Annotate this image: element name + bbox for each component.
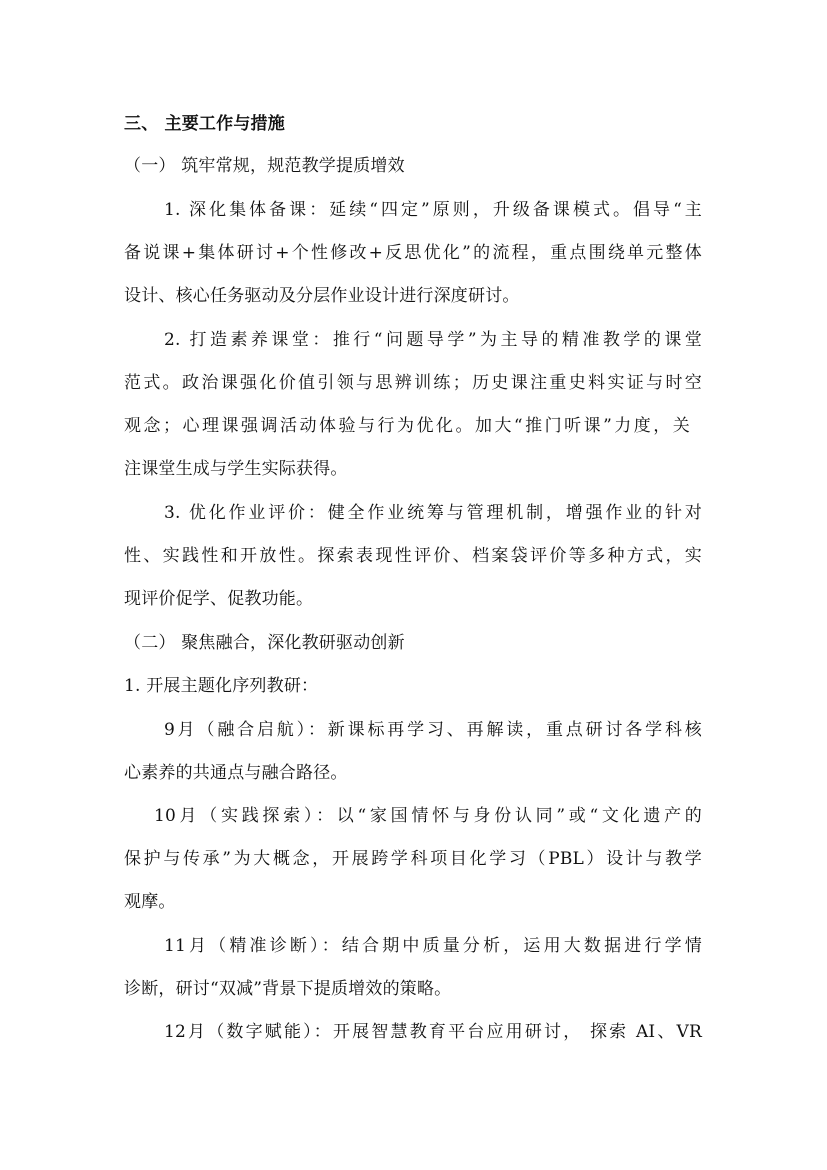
sub1-item1-line1: 1. 深化集体备课：延续“四定”原则，升级备课模式。倡导“主 <box>164 200 702 220</box>
subsection-2-title: （二） 聚焦融合，深化教研驱动创新 <box>124 633 405 653</box>
sep-line2: 心素养的共通点与融合路径。 <box>124 763 348 783</box>
oct-line2: 保护与传承”为大概念，开展跨学科项目化学习（PBL）设计与教学 <box>124 849 702 869</box>
subsection-1-title: （一） 筑牢常规，规范教学提质增效 <box>124 156 405 176</box>
sub2-item1-title: 1. 开展主题化序列教研： <box>124 676 319 696</box>
sub1-item2-line2: 范式。政治课强化价值引领与思辨训练；历史课注重史料实证与时空 <box>124 373 702 393</box>
sub1-item1-line3: 设计、核心任务驱动及分层作业设计进行深度研讨。 <box>124 286 520 306</box>
oct-line1: 10月（实践探索）：以“家国情怀与身份认同”或“文化遗产的 <box>154 806 702 826</box>
section-title: 三、 主要工作与措施 <box>124 114 285 134</box>
sep-line1: 9月（融合启航）：新课标再学习、再解读，重点研讨各学科核 <box>164 720 702 740</box>
sub1-item2-line4: 注课堂生成与学生实际获得。 <box>124 459 348 479</box>
sub1-item1-line2: 备说课+集体研讨+个性修改+反思优化”的流程，重点围绕单元整体 <box>124 243 702 263</box>
nov-line1: 11月（精准诊断）：结合期中质量分析，运用大数据进行学情 <box>164 936 702 956</box>
oct-line3: 观摩。 <box>124 892 176 912</box>
sub1-item3-line3: 现评价促学、促教功能。 <box>124 589 314 609</box>
nov-line2: 诊断，研讨“双减”背景下提质增效的策略。 <box>124 979 452 999</box>
sub1-item3-line1: 3. 优化作业评价：健全作业统筹与管理机制，增强作业的针对 <box>164 503 702 523</box>
sub1-item2-line3: 观念；心理课强调活动体验与行为优化。加大“推门听课”力度，关 <box>124 416 690 436</box>
sub1-item2-line1: 2. 打造素养课堂：推行“问题导学”为主导的精准教学的课堂 <box>164 330 702 350</box>
sub1-item3-line2: 性、实践性和开放性。探索表现性评价、档案袋评价等多种方式，实 <box>124 546 702 566</box>
dec-line1: 12月（数字赋能）：开展智慧教育平台应用研讨， 探索 AI、VR <box>164 1022 702 1042</box>
